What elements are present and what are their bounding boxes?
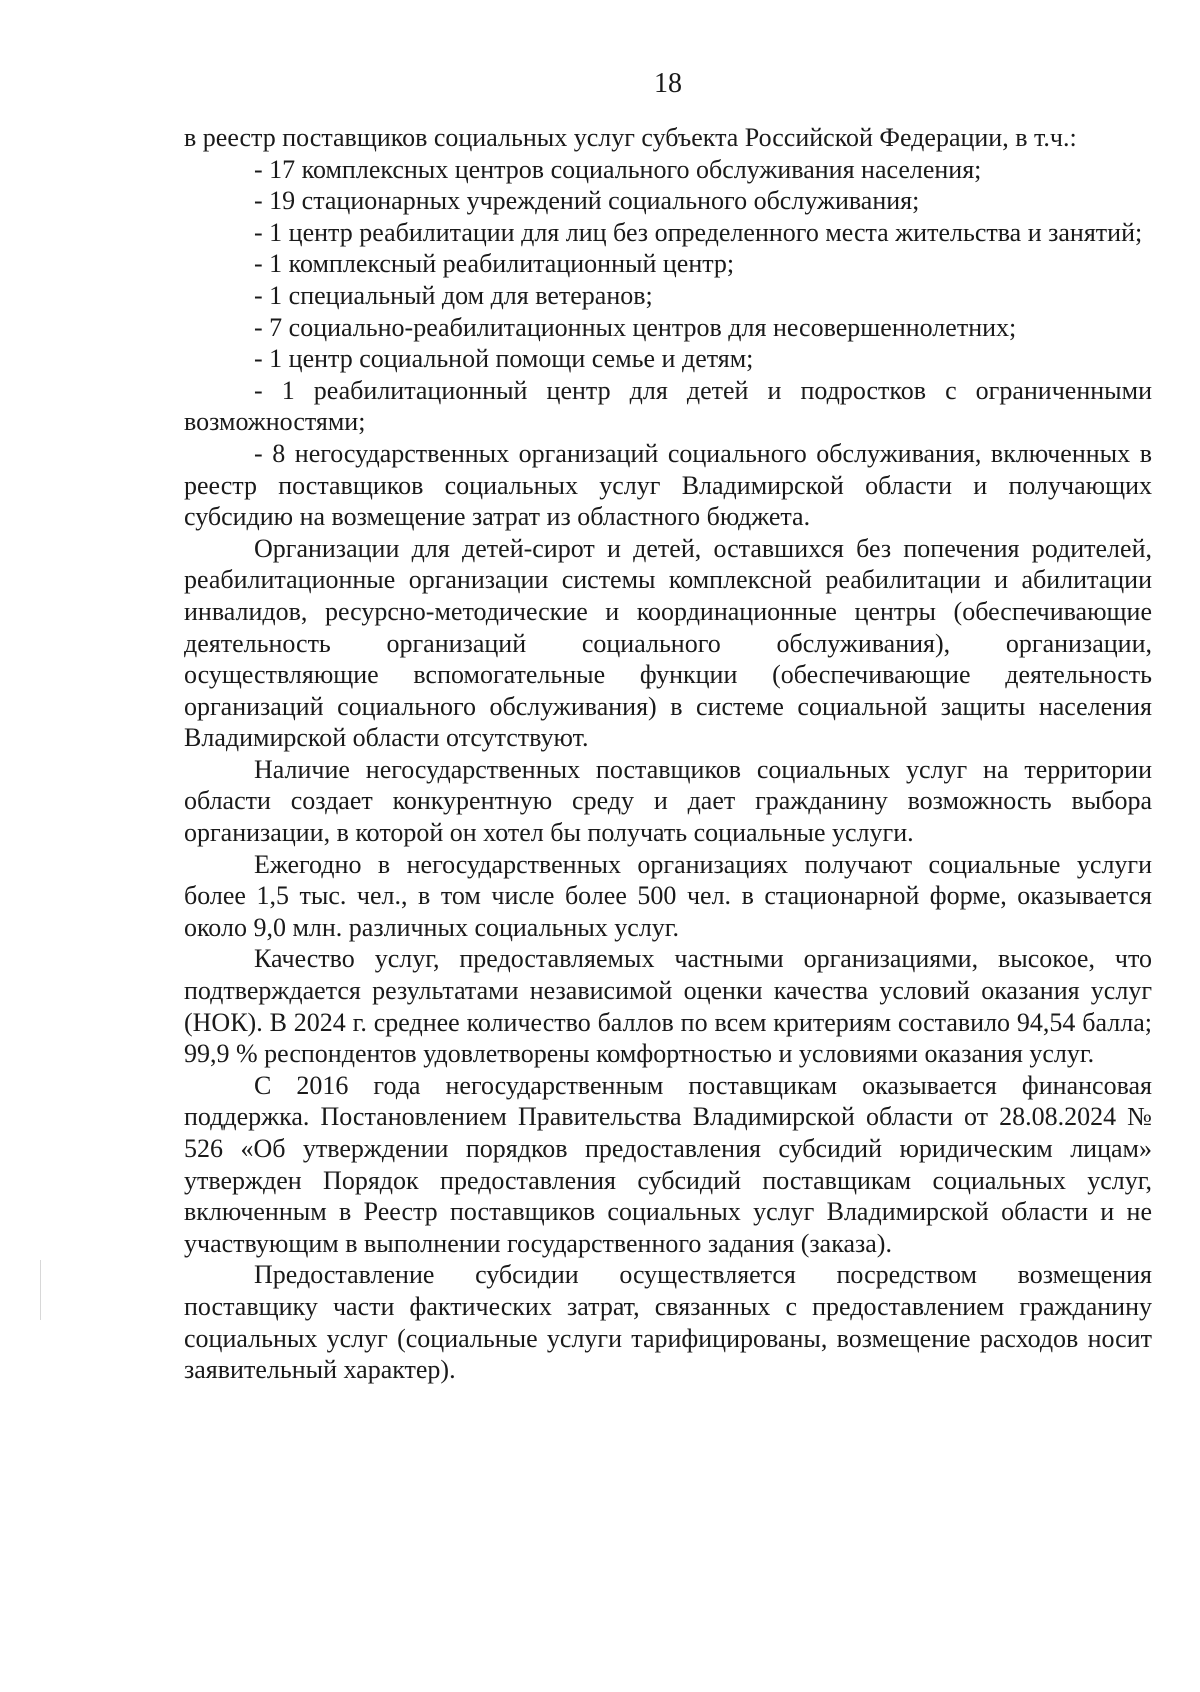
list-item: - 1 специальный дом для ветеранов; (254, 280, 653, 310)
page-number: 18 (654, 68, 682, 99)
list-item: - 1 центр социальной помощи семье и детям; (254, 344, 754, 374)
list-item: - 7 социально-реабилитационных центров для несовершеннолетних; (254, 312, 1017, 342)
document-page (184, 0, 1152, 1692)
scan-artifact (40, 1260, 41, 1320)
list-item: - 17 комплексных центров социального обслуживания населения; (254, 154, 982, 184)
paragraph: Ежегодно в негосударственных организациях получают социальные услуги более 1,5 тыс. чел., в том числе более 500 чел. в стационарной форме, оказывается около 9,0 млн. различных социальных услуг. (184, 849, 1152, 942)
paragraph: Наличие негосударственных поставщиков социальных услуг на территории области создает конкурентную среду и дает гражданину возможность выбора организации, в которой он хотел бы получать социальные услуги. (184, 754, 1152, 848)
document-body (184, 122, 1152, 1386)
list-item: - 8 негосударственных организаций социального обслуживания, включенных в реестр поставщиков социальных услуг Владимирской области и получающих субсидию на возмещение затрат из областного бюджета. (184, 438, 1152, 532)
paragraph-intro: в реестр поставщиков социальных услуг субъекта Российской Федерации, в т.ч.: (184, 123, 1077, 152)
paragraph: С 2016 года негосударственным поставщикам оказывается финансовая поддержка. Постановлением Правительства Владимирской области от 28.08.2024 № 526 «Об утверждении порядков предоставления субсидий юридическим лицам» утвержден Порядок предоставления субсидий поставщикам социальных услуг, включенным в Реестр поставщиков социальных услуг Владимирской области и не участвующим в выполнении государственного задания (заказа). (184, 1070, 1152, 1258)
list-item: - 1 комплексный реабилитационный центр; (254, 249, 735, 279)
paragraph: Качество услуг, предоставляемых частными организациями, высокое, что подтверждается результатами независимой оценки качества условий оказания услуг (НОК). В 2024 г. среднее количество баллов по всем критериям составило 94,54 балла; 99,9 % респондентов удовлетворены комфортностью и условиями оказания услуг. (184, 944, 1152, 1069)
paragraph: Организации для детей-сирот и детей, оставшихся без попечения родителей, реабилитационные организации системы комплексной реабилитации и абилитации инвалидов, ресурсно-методические и координационные центры (обеспечивающие деятельность организаций социального обслуживания), организации, осуществляющие вспомогательные функции (обеспечивающие деятельность организаций социального обслуживания) в системе социальной защиты населения Владимирской области отсутствуют. (184, 533, 1152, 753)
list-item: - 19 стационарных учреждений социального обслуживания; (254, 186, 920, 216)
paragraph: Предоставление субсидии осуществляется посредством возмещения поставщику части фактических затрат, связанных с предоставлением гражданину социальных услуг (социальные услуги тарифицированы, возмещение расходов носит заявительный характер). (184, 1260, 1152, 1385)
list-item: - 1 реабилитационный центр для детей и подростков с ограниченными возможностями; (184, 375, 1152, 437)
list-item: - 1 центр реабилитации для лиц без определенного места жительства и занятий; (254, 217, 1143, 247)
